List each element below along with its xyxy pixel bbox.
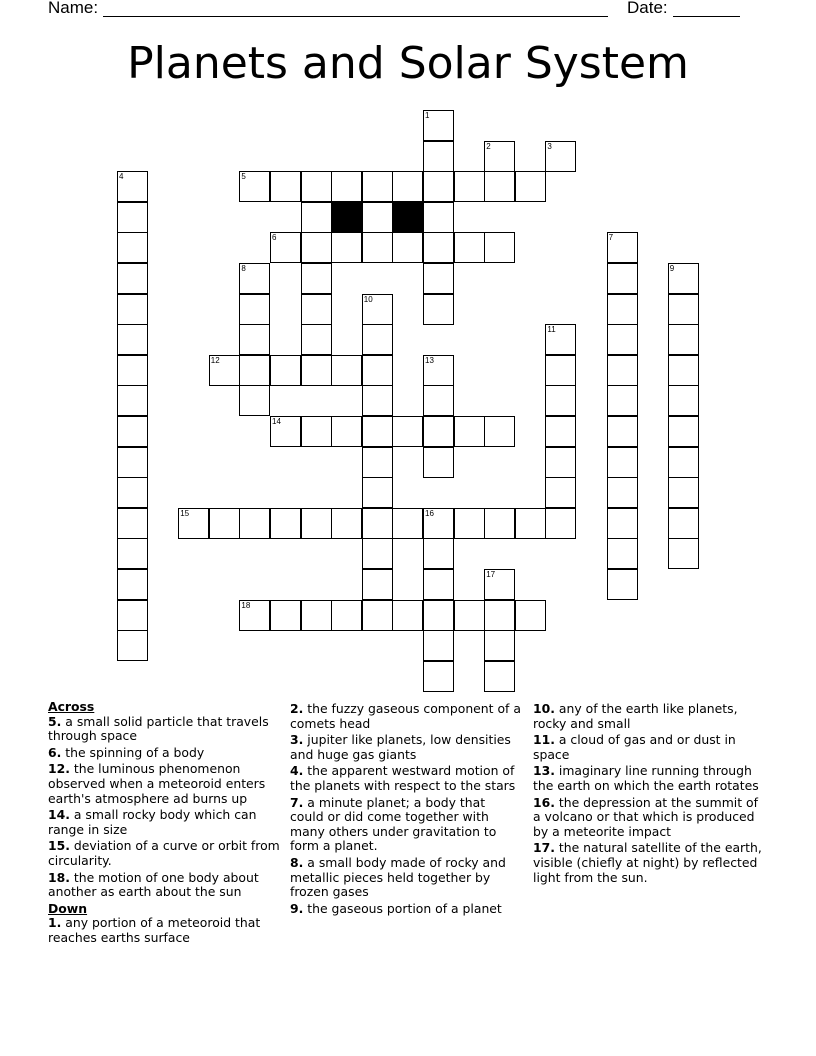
clue-number: 1 — [425, 111, 430, 120]
crossword-cell[interactable] — [117, 385, 148, 416]
crossword-cell[interactable] — [270, 508, 301, 539]
crossword-cell[interactable] — [239, 600, 270, 631]
clue-item-number: 7. — [290, 794, 304, 810]
crossword-cell[interactable] — [484, 171, 515, 202]
crossword-cell[interactable] — [117, 447, 148, 478]
name-label: Name: — [48, 0, 99, 17]
crossword-cell[interactable] — [484, 661, 515, 692]
crossword-cell[interactable] — [117, 600, 148, 631]
clue-number: 2 — [486, 141, 491, 151]
clue-item — [48, 715, 280, 744]
crossword-cell[interactable] — [515, 600, 546, 631]
crossword-cell[interactable] — [239, 385, 270, 416]
clue-number: 8 — [241, 264, 246, 273]
crossword-cell[interactable] — [607, 355, 638, 386]
crossword-cell[interactable] — [301, 294, 332, 325]
crossword-cell[interactable] — [117, 630, 148, 661]
crossword-cell[interactable] — [392, 416, 423, 447]
crossword-cell[interactable] — [545, 416, 576, 447]
crossword-cell[interactable] — [668, 294, 699, 325]
crossword-cell[interactable] — [545, 385, 576, 416]
crossword-cell[interactable] — [423, 202, 454, 233]
crossword-cell[interactable] — [668, 324, 699, 355]
clue-item-text: imaginary line running through the earth on which the earth rotates — [533, 763, 759, 793]
crossword-cell[interactable] — [668, 416, 699, 447]
clue-item-text: the spinning of a body — [61, 744, 205, 760]
clue-number: 12 — [210, 355, 220, 365]
clue-item — [290, 796, 522, 854]
crossword-cell[interactable] — [668, 447, 699, 478]
clue-item-number: 5. — [48, 713, 62, 729]
clue-number: 5 — [241, 172, 246, 182]
crossword-cell[interactable] — [362, 355, 393, 386]
clue-item-text: a cloud of gas and or dust in space — [533, 732, 736, 762]
clue-number: 11 — [547, 325, 556, 335]
crossword-cell[interactable] — [484, 416, 515, 447]
crossword-cell[interactable] — [301, 202, 332, 233]
crossword-cell[interactable] — [301, 324, 332, 355]
crossword-cell[interactable] — [423, 110, 454, 141]
clue-item-number: 2. — [290, 701, 304, 716]
crossword-cell[interactable] — [607, 324, 638, 355]
crossword-cell[interactable] — [423, 447, 454, 478]
clue-item-number: 3. — [290, 732, 304, 748]
crossword-cell[interactable] — [117, 538, 148, 569]
clue-number: 6 — [272, 233, 277, 243]
crossword-cell[interactable] — [607, 569, 638, 600]
clue-number: 14 — [272, 417, 281, 426]
crossword-cell[interactable] — [117, 294, 148, 325]
crossword-cell[interactable] — [117, 324, 148, 355]
crossword-cell[interactable] — [209, 355, 240, 386]
down-heading: Down — [48, 900, 88, 916]
clues-column-1 — [48, 700, 280, 948]
crossword-cell[interactable] — [301, 232, 332, 263]
clues-column-3 — [533, 702, 765, 887]
crossword-cell[interactable] — [301, 600, 332, 631]
crossword-cell[interactable] — [117, 477, 148, 508]
clue-item — [48, 916, 280, 945]
clue-number: 13 — [425, 355, 434, 365]
crossword-cell[interactable] — [362, 202, 393, 233]
crossword-cell[interactable] — [454, 600, 485, 631]
across-heading: Across — [48, 699, 95, 714]
crossword-cell[interactable] — [423, 569, 454, 600]
crossword-cell[interactable] — [607, 477, 638, 508]
crossword-cell[interactable] — [301, 416, 332, 447]
clue-item-text: a small solid particle that travels through space — [48, 713, 269, 744]
clue-item-text: the gaseous portion of a planet — [303, 900, 502, 916]
clue-item-text: the natural satellite of the earth, visible (chiefly at night) by reflected light from the sun. — [533, 840, 762, 885]
crossword-cell[interactable] — [607, 385, 638, 416]
crossword-cell[interactable] — [423, 355, 454, 386]
clue-item — [48, 746, 280, 761]
crossword-cell[interactable] — [668, 355, 699, 386]
crossword-cell[interactable] — [239, 508, 270, 539]
crossword-cell[interactable] — [301, 171, 332, 202]
crossword-cell[interactable] — [423, 171, 454, 202]
crossword-cell[interactable] — [117, 263, 148, 294]
crossword-cell[interactable] — [362, 538, 393, 569]
clue-number: 17 — [486, 570, 496, 579]
crossword-cell[interactable] — [423, 294, 454, 325]
crossword-cell[interactable] — [239, 294, 270, 325]
clue-item-text: any portion of a meteoroid that reaches earths surface — [48, 915, 261, 945]
crossword-cell[interactable] — [545, 447, 576, 478]
crossword-cell[interactable] — [545, 355, 576, 386]
crossword-cell[interactable] — [545, 141, 576, 172]
clue-item-text: the fuzzy gaseous component of a comets head — [290, 701, 521, 731]
crossword-cell[interactable] — [423, 416, 454, 447]
clue-item-number: 12. — [48, 761, 70, 777]
clue-number: 10 — [363, 294, 373, 304]
clues-column-2 — [290, 702, 522, 918]
crossword-cell[interactable] — [117, 416, 148, 447]
crossword-cell[interactable] — [117, 355, 148, 386]
crossword-cell[interactable] — [362, 416, 393, 447]
crossword-cell[interactable] — [117, 569, 148, 600]
clue-item-number: 1. — [48, 915, 62, 931]
clue-item — [533, 702, 765, 731]
crossword-cell[interactable] — [484, 569, 515, 600]
clue-number: 15 — [180, 508, 190, 518]
crossword-cell[interactable] — [392, 508, 423, 539]
clue-item — [290, 764, 522, 793]
clue-item-number: 13. — [533, 763, 555, 779]
crossword-cell[interactable] — [668, 538, 699, 569]
clue-item — [290, 902, 522, 917]
clue-number: 18 — [241, 600, 251, 610]
crossword-cell[interactable] — [331, 600, 362, 631]
crossword-cell[interactable] — [362, 477, 393, 508]
crossword-cell[interactable] — [607, 508, 638, 539]
clue-item-text: the motion of one body about another as earth about the sun — [48, 869, 259, 900]
clue-item-number: 10. — [533, 701, 555, 716]
crossword-cell[interactable] — [117, 202, 148, 233]
black-square — [392, 202, 423, 233]
clue-item — [290, 856, 522, 900]
crossword-cell[interactable] — [270, 600, 301, 631]
crossword-cell[interactable] — [270, 355, 301, 386]
crossword-cell[interactable] — [454, 232, 485, 263]
clue-number: 9 — [669, 264, 675, 273]
clue-item-text: a small body made of rocky and metallic pieces held together by frozen gases — [290, 854, 506, 900]
crossword-cell[interactable] — [239, 263, 270, 294]
crossword-cell[interactable] — [392, 171, 423, 202]
crossword-cell[interactable] — [239, 324, 270, 355]
clue-item-text: a minute planet; a body that could or did come together with many others under gravitation to form a planet. — [290, 794, 497, 854]
crossword-cell[interactable] — [392, 600, 423, 631]
crossword-cell[interactable] — [423, 600, 454, 631]
crossword-cell[interactable] — [607, 232, 638, 263]
crossword-cell[interactable] — [362, 324, 393, 355]
crossword-cell[interactable] — [362, 508, 393, 539]
crossword-cell[interactable] — [331, 508, 362, 539]
crossword-cell[interactable] — [362, 600, 393, 631]
clue-item-text: any of the earth like planets, rocky and small — [533, 701, 738, 731]
crossword-cell[interactable] — [545, 477, 576, 508]
crossword-cell[interactable] — [607, 263, 638, 294]
clue-number: 4 — [119, 172, 124, 182]
crossword-cell[interactable] — [362, 385, 393, 416]
crossword-cell[interactable] — [423, 538, 454, 569]
crossword-cell[interactable] — [301, 263, 332, 294]
page-title: Planets and Solar System — [127, 38, 689, 89]
crossword-cell[interactable] — [239, 355, 270, 386]
clue-number: 3 — [547, 141, 552, 151]
clue-number: 7 — [608, 233, 614, 243]
crossword-cell[interactable] — [362, 447, 393, 478]
crossword-cell[interactable] — [362, 232, 393, 263]
clue-item-number: 16. — [533, 794, 555, 810]
crossword-cell[interactable] — [301, 355, 332, 386]
crossword-cell[interactable] — [668, 477, 699, 508]
crossword-cell[interactable] — [423, 232, 454, 263]
crossword-cell[interactable] — [668, 263, 699, 294]
crossword-cell[interactable] — [607, 447, 638, 478]
clue-item-number: 18. — [48, 869, 70, 885]
clue-item-number: 8. — [290, 854, 304, 870]
clue-item — [48, 762, 280, 806]
crossword-cell[interactable] — [270, 171, 301, 202]
clue-item — [48, 871, 280, 900]
clue-item — [48, 839, 280, 868]
clue-item-text: a small rocky body which can range in size — [48, 807, 257, 837]
crossword-cell[interactable] — [484, 600, 515, 631]
clue-number: 16 — [425, 508, 434, 518]
clue-item — [533, 796, 765, 840]
clue-item-text: the apparent westward motion of the planets with respect to the stars — [290, 763, 516, 793]
clue-item — [533, 841, 765, 885]
crossword-cell[interactable] — [301, 508, 332, 539]
crossword-cell[interactable] — [331, 416, 362, 447]
crossword-cell[interactable] — [423, 385, 454, 416]
clue-item-text: deviation of a curve or orbit from circularity. — [48, 838, 280, 868]
clue-item — [533, 764, 765, 793]
clue-item-number: 15. — [48, 838, 70, 854]
crossword-cell[interactable] — [331, 355, 362, 386]
crossword-cell[interactable] — [331, 232, 362, 263]
crossword-cell[interactable] — [392, 232, 423, 263]
clue-item — [48, 808, 280, 837]
crossword-cell[interactable] — [484, 630, 515, 661]
crossword-cell[interactable] — [607, 416, 638, 447]
crossword-cell[interactable] — [117, 232, 148, 263]
clue-item-number: 11. — [533, 732, 555, 748]
clue-item — [290, 733, 522, 762]
crossword-cell[interactable] — [484, 508, 515, 539]
crossword-cell[interactable] — [545, 324, 576, 355]
crossword-cell[interactable] — [331, 171, 362, 202]
clue-item-text: the luminous phenomenon observed when a meteoroid enters earth's atmosphere ad burns up — [48, 761, 266, 806]
crossword-cell[interactable] — [362, 569, 393, 600]
crossword-cell[interactable] — [178, 508, 209, 539]
crossword-cell[interactable] — [668, 385, 699, 416]
crossword-cell[interactable] — [362, 171, 393, 202]
crossword-cell[interactable] — [515, 171, 546, 202]
crossword-cell[interactable] — [607, 294, 638, 325]
crossword-cell[interactable] — [423, 508, 454, 539]
crossword-cell[interactable] — [423, 263, 454, 294]
clue-item-text: jupiter like planets, low densities and huge gas giants — [290, 732, 511, 762]
crossword-cell[interactable] — [270, 232, 301, 263]
clue-item-number: 6. — [48, 744, 62, 760]
crossword-cell[interactable] — [607, 538, 638, 569]
clue-item-text: the depression at the summit of a volcano or that which is produced by a meteorite impact — [533, 794, 758, 839]
crossword-cell[interactable] — [423, 661, 454, 692]
black-square — [331, 202, 362, 233]
date-label: Date: — [627, 0, 668, 17]
crossword-cell[interactable] — [239, 171, 270, 202]
clue-item-number: 17. — [533, 840, 555, 856]
clue-item-number: 4. — [290, 763, 304, 779]
crossword-cell[interactable] — [454, 171, 485, 202]
crossword-cell[interactable] — [117, 508, 148, 539]
crossword-cell[interactable] — [545, 508, 576, 539]
crossword-cell[interactable] — [362, 294, 393, 325]
crossword-cell[interactable] — [423, 630, 454, 661]
crossword-cell[interactable] — [270, 416, 301, 447]
crossword-cell[interactable] — [117, 171, 148, 202]
crossword-cell[interactable] — [484, 141, 515, 172]
clue-item — [290, 702, 522, 731]
clue-item-number: 14. — [48, 807, 70, 823]
crossword-cell[interactable] — [668, 508, 699, 539]
crossword-cell[interactable] — [515, 508, 546, 539]
crossword-cell[interactable] — [423, 141, 454, 172]
crossword-cell[interactable] — [454, 416, 485, 447]
crossword-cell[interactable] — [484, 232, 515, 263]
clue-item — [533, 733, 765, 762]
crossword-cell[interactable] — [454, 508, 485, 539]
crossword-cell[interactable] — [209, 508, 240, 539]
clue-item-number: 9. — [290, 900, 304, 916]
